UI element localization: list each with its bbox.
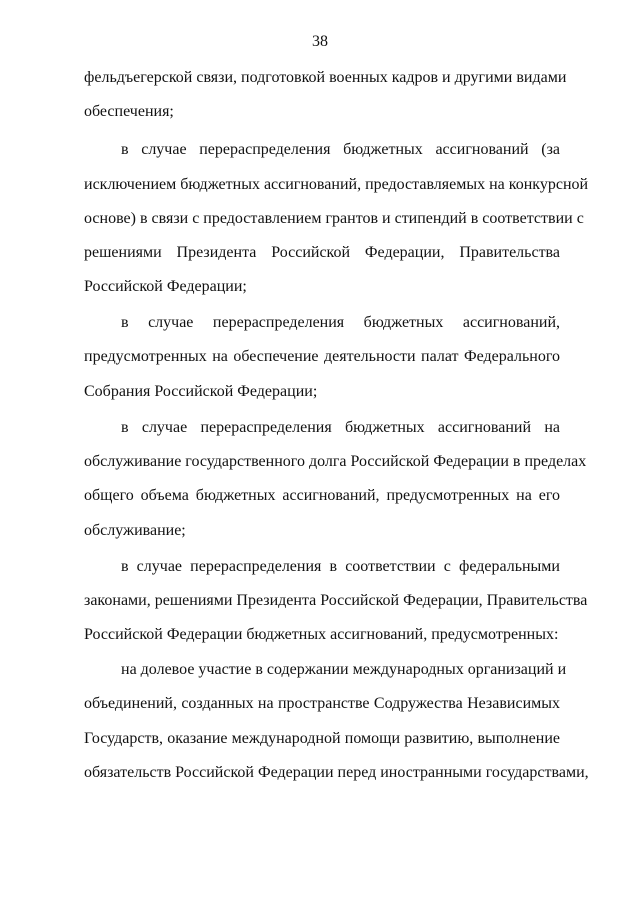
text-line: обслуживание; (84, 522, 186, 539)
text-line: предусмотренных на обеспечение деятельности палат Федерального (84, 348, 560, 365)
text-line: Российской Федерации; (84, 278, 247, 295)
text-line: в случае перераспределения бюджетных ассигнований, (121, 314, 560, 331)
text-line: Российской Федерации бюджетных ассигнований, предусмотренных: (84, 626, 559, 643)
text-line: решениями Президента Российской Федерации, Правительства (84, 244, 560, 261)
text-line: обеспечения; (84, 103, 174, 120)
text-line: общего объема бюджетных ассигнований, предусмотренных на его (84, 487, 560, 504)
text-line: обязательств Российской Федерации перед иностранными государствами, (84, 764, 589, 781)
text-line: обслуживание государственного долга Российской Федерации в пределах (84, 453, 587, 470)
text-line: Государств, оказание международной помощи развитию, выполнение (84, 730, 560, 747)
text-line: Собрания Российской Федерации; (84, 383, 318, 400)
text-line: фельдъегерской связи, подготовкой военных кадров и другими видами (84, 69, 567, 86)
text-line: основе) в связи с предоставлением грантов и стипендий в соответствии с (84, 210, 584, 227)
text-line: в случае перераспределения бюджетных ассигнований на (121, 419, 560, 436)
text-line: законами, решениями Президента Российской Федерации, Правительства (84, 592, 588, 609)
text-line: в случае перераспределения в соответствии с федеральными (121, 558, 560, 575)
text-line: в случае перераспределения бюджетных ассигнований (за (121, 141, 560, 158)
text-line: исключением бюджетных ассигнований, предоставляемых на конкурсной (84, 176, 589, 193)
page-number: 38 (312, 33, 328, 50)
text-line: на долевое участие в содержании международных организаций и (121, 661, 567, 678)
text-line: объединений, созданных на пространстве Содружества Независимых (84, 695, 560, 712)
